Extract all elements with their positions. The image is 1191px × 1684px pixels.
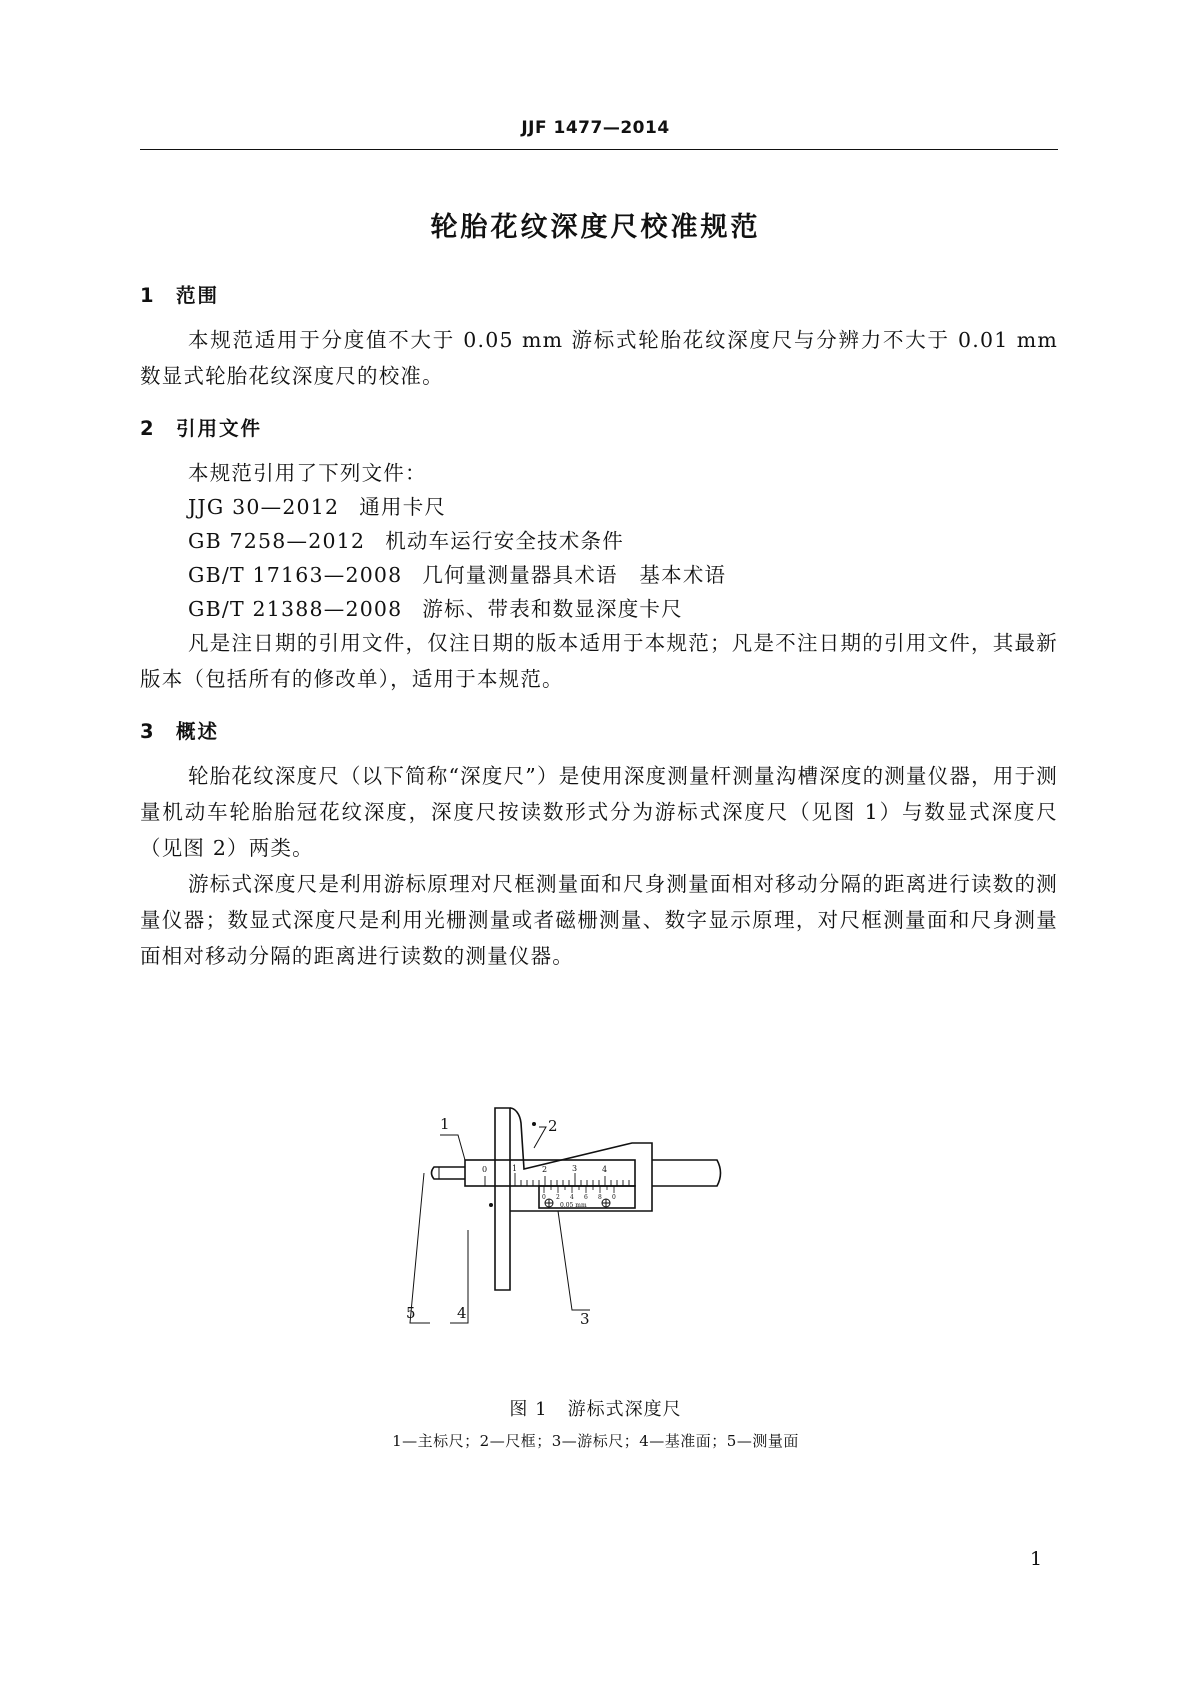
scale-number: 1	[512, 1164, 518, 1173]
figure-caption	[0, 1395, 1191, 1421]
reference-title: 通用卡尺	[359, 495, 447, 519]
figure-legend: 1—主标尺；2—尺框；3—游标尺；4—基准面；5—测量面	[392, 1432, 799, 1450]
reference-item	[188, 591, 683, 627]
reference-item	[188, 523, 624, 559]
section-3-heading	[140, 716, 219, 744]
vernier-number: 0	[612, 1194, 616, 1201]
vernier-number: 8	[598, 1194, 602, 1201]
scale-number: 2	[542, 1165, 548, 1174]
figure-title: 游标式深度尺	[567, 1399, 682, 1420]
base-plate	[495, 1108, 510, 1290]
main-scale-ticks	[485, 1173, 629, 1186]
vernier-number: 0	[542, 1194, 546, 1201]
scale-rod	[652, 1160, 721, 1186]
section-number: 3	[140, 720, 156, 743]
section-3-paragraph-2: 游标式深度尺是利用游标原理对尺框测量面和尺身测量面相对移动分隔的距离进行读数的测量仪器；数显式深度尺是利用光栅测量或者磁栅测量、数字显示原理，对尺框测量面和尺身测量面相对移动分隔的距离进行读数的测量仪器。	[140, 872, 1058, 968]
section-3-paragraph-1: 轮胎花纹深度尺（以下简称“深度尺”）是使用深度测量杆测量沟槽深度的测量仪器，用于测量机动车轮胎胎冠花纹深度，深度尺按读数形式分为游标式深度尺（见图 1）与数显式深度尺（见图 2）两类。	[140, 764, 1058, 860]
references-note: 凡是注日期的引用文件，仅注日期的版本适用于本规范；凡是不注日期的引用文件，其最新版本（包括所有的修改单），适用于本规范。	[140, 631, 1058, 691]
section-title: 概述	[176, 720, 220, 743]
references-intro: 本规范引用了下列文件：	[188, 461, 427, 485]
figure-label: 图 1	[509, 1399, 548, 1420]
page-number: 1	[1030, 1548, 1043, 1570]
callout-numbers	[406, 1115, 590, 1328]
vernier-number: 4	[570, 1194, 574, 1201]
section-title: 引用文件	[176, 417, 263, 440]
reference-code: GB/T 17163—2008	[188, 563, 403, 587]
callout-2: 2	[548, 1117, 558, 1135]
header-rule	[140, 149, 1058, 150]
main-scale-bar	[465, 1160, 635, 1186]
callout-3: 3	[580, 1310, 590, 1328]
figure-1-drawing	[406, 1085, 800, 1345]
section-number: 2	[140, 417, 156, 440]
reference-item	[188, 489, 446, 525]
section-number: 1	[140, 284, 156, 307]
frame-dot	[532, 1122, 536, 1126]
measuring-probe	[432, 1167, 466, 1179]
vernier-numbers	[542, 1194, 616, 1201]
vernier-number: 6	[584, 1194, 588, 1201]
depth-gauge-illustration	[406, 1085, 800, 1345]
reference-code: GB/T 21388—2008	[188, 597, 403, 621]
callout-leaders	[410, 1127, 590, 1323]
reference-title: 几何量测量器具术语 基本术语	[422, 563, 727, 587]
reference-item	[188, 557, 726, 593]
scale-number: 0	[482, 1165, 488, 1174]
callout-4: 4	[457, 1304, 467, 1322]
section-title: 范围	[176, 284, 220, 307]
running-header: JJF 1477—2014	[521, 118, 670, 138]
section-1-heading	[140, 280, 219, 308]
reference-code: GB 7258—2012	[188, 529, 366, 553]
reference-code: JJG 30—2012	[188, 495, 340, 519]
vernier-ticks	[544, 1186, 614, 1193]
main-scale-numbers	[482, 1164, 607, 1174]
scale-number: 4	[602, 1165, 608, 1174]
reference-title: 游标、带表和数显深度卡尺	[422, 597, 683, 621]
callout-1: 1	[440, 1115, 450, 1133]
document-title: 轮胎花纹深度尺校准规范	[430, 212, 761, 243]
scale-number: 3	[572, 1164, 578, 1173]
vernier-number: 2	[556, 1194, 560, 1201]
callout-5: 5	[406, 1304, 416, 1322]
section-2-heading	[140, 413, 262, 441]
reference-title: 机动车运行安全技术条件	[385, 529, 624, 553]
base-dot	[489, 1203, 493, 1207]
vernier-unit-label: 0.05 mm	[560, 1202, 587, 1209]
section-1-paragraph: 本规范适用于分度值不大于 0.05 mm 游标式轮胎花纹深度尺与分辨力不大于 0.01 mm 数显式轮胎花纹深度尺的校准。	[140, 328, 1058, 388]
